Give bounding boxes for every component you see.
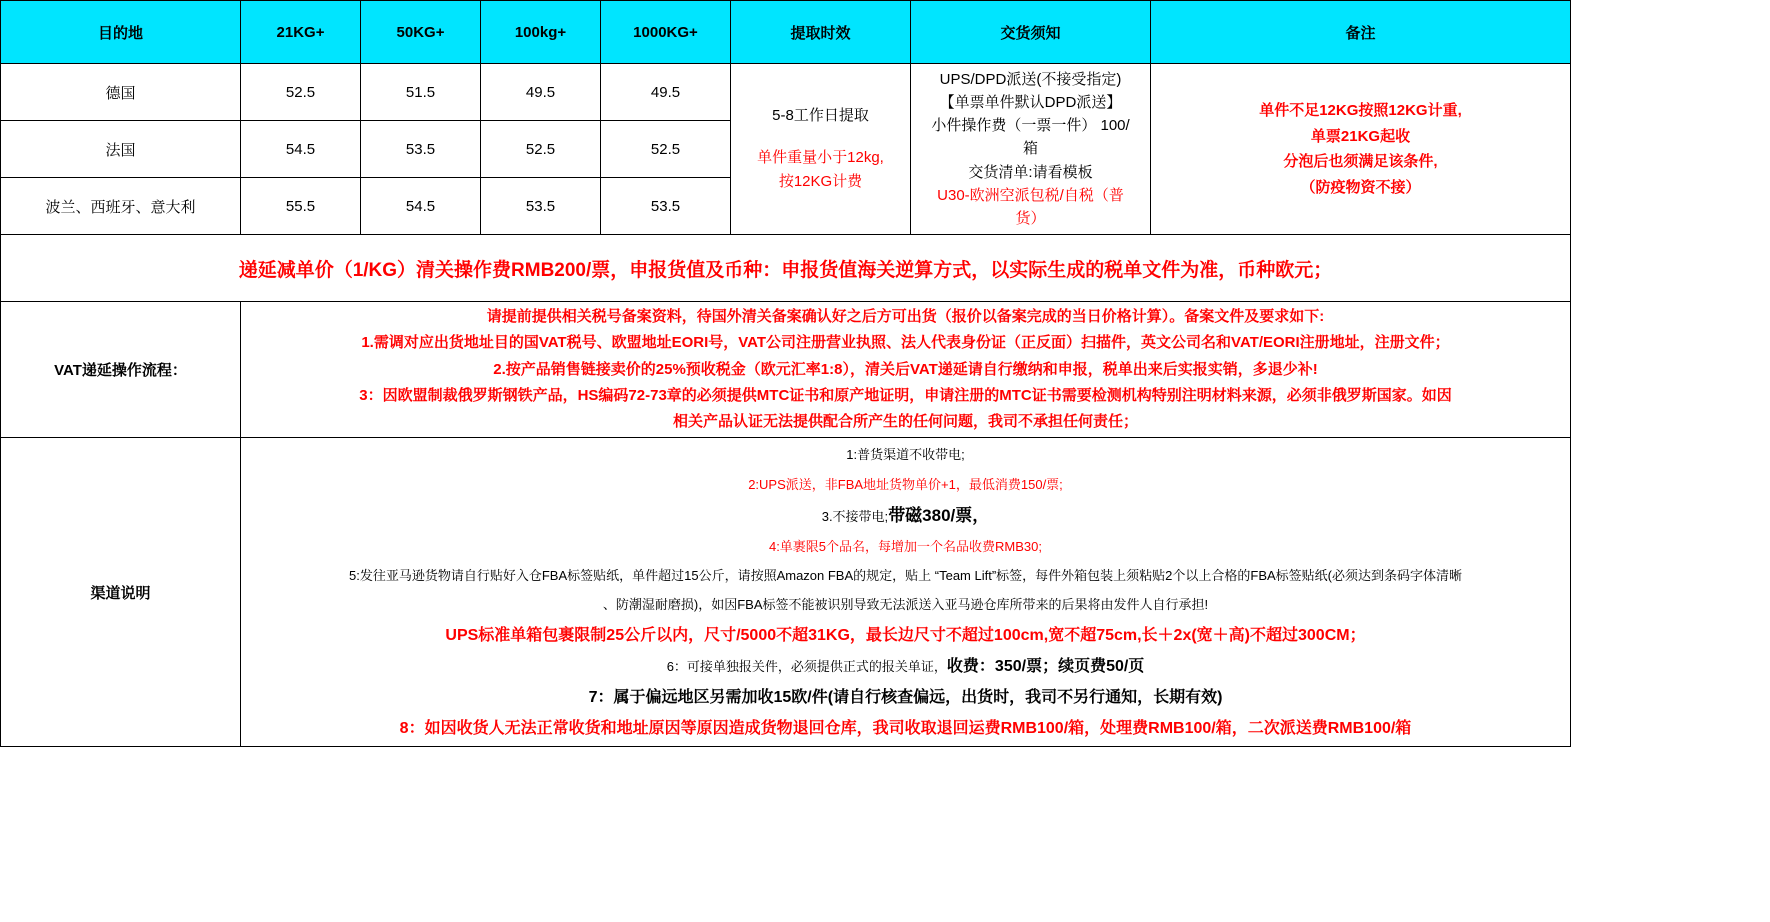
header-destination: 目的地 <box>1 1 241 64</box>
header-lead-time: 提取时效 <box>731 1 911 64</box>
channel-note-text: UPS标准单箱包裹限制25公斤以内，尺寸/5000不超31KG，最长边尺寸不超过100cm,宽不超75cm,长＋2x(宽＋高)不超过300CM； <box>445 626 1366 644</box>
header-21kg: 21KG+ <box>241 1 361 64</box>
lead-time-line-3: 按12KG计费 <box>778 173 863 190</box>
notice-line-4: 箱 <box>1022 140 1038 158</box>
channel-note-text: 、防潮湿耐磨损)，如因FBA标签不能被识别导致无法派送入亚马逊仓库所带来的后果将由发件人自行承担! <box>602 597 1209 613</box>
channel-note-line <box>245 651 1566 682</box>
cell-price-100kg: 52.5 <box>481 121 601 178</box>
channel-note-text: 6：可接单独报关件，必须提供正式的报关单证， <box>666 658 947 674</box>
vat-line: 2.按产品销售链接卖价的25%预收税金（欧元汇率1:8），清关后VAT递延请自行缴纳和申报，税单出来后实报实销，多退少补! <box>493 360 1318 378</box>
lead-time-line-2: 单件重量小于12kg, <box>757 149 884 166</box>
remark-line-2: 单票21KG起收 <box>1310 127 1411 145</box>
channel-note-line <box>245 499 1566 532</box>
cell-lead-time <box>731 64 911 235</box>
header-100kg: 100kg+ <box>481 1 601 64</box>
deferred-banner-text: 递延减单价（1/KG）清关操作费RMB200/票，申报货值及币种：申报货值海关逆算方式，以实际生成的税单文件为准，币种欧元； <box>1 235 1571 302</box>
channel-note-emphasis: 收费：350/票；续页费50/页 <box>946 657 1145 675</box>
cell-price-21kg: 52.5 <box>241 64 361 121</box>
cell-destination: 波兰、西班牙、意大利 <box>1 178 241 235</box>
channel-note-line <box>245 532 1566 561</box>
cell-price-100kg: 49.5 <box>481 64 601 121</box>
remark-line-4: （防疫物资不接） <box>1300 178 1421 196</box>
channel-notes-body <box>241 438 1571 747</box>
deferred-banner-row <box>1 235 1571 302</box>
channel-note-line <box>245 682 1566 713</box>
vat-process-label: VAT递延操作流程： <box>1 302 241 438</box>
channel-note-line <box>245 590 1566 619</box>
channel-notes-row <box>1 438 1571 747</box>
channel-note-text: 7：属于偏远地区另需加收15欧/件(请自行核查偏远，出货时，我司不另行通知，长期有效) <box>588 689 1223 707</box>
header-remark: 备注 <box>1151 1 1571 64</box>
cell-price-50kg: 51.5 <box>361 64 481 121</box>
notice-line-5: 交货清单:请看模板 <box>968 163 1093 181</box>
header-1000kg: 1000KG+ <box>601 1 731 64</box>
table-header-row <box>1 1 1571 64</box>
channel-note-text: 5:发往亚马逊货物请自行贴好入仓FBA标签贴纸，单件超过15公斤，请按照Amazon FBA的规定，贴上 “Team Lift”标签，每件外箱包装上须粘贴2个以上合格的FBA标签贴纸(必须达到条码字体清晰 <box>348 568 1463 584</box>
notice-line-2: 【单票单件默认DPD派送】 <box>939 93 1122 111</box>
notice-line-3: 小件操作费（一票一件） 100/ <box>931 117 1130 135</box>
vat-line: 1.需调对应出货地址目的国VAT税号、欧盟地址EORI号，VAT公司注册营业执照、法人代表身份证（正反面）扫描件，英文公司名和VAT/EORI注册地址，注册文件； <box>361 334 1450 352</box>
cell-destination: 法国 <box>1 121 241 178</box>
channel-note-text: 2:UPS派送，非FBA地址货物单价+1，最低消费150/票; <box>748 476 1063 492</box>
vat-line: 3：因欧盟制裁俄罗斯钢铁产品，HS编码72-73章的必须提供MTC证书和原产地证明，申请注册的MTC证书需要检测机构特别注明材料来源，必须非俄罗斯国家。如因 <box>359 386 1452 404</box>
remark-line-1: 单件不足12KG按照12KG计重, <box>1259 102 1462 119</box>
channel-note-emphasis: 带磁380/票， <box>888 505 990 525</box>
vat-process-body <box>241 302 1571 438</box>
cell-price-1000kg: 53.5 <box>601 178 731 235</box>
header-50kg: 50KG+ <box>361 1 481 64</box>
cell-remark <box>1151 64 1571 235</box>
vat-process-row <box>1 302 1571 438</box>
channel-note-line <box>245 620 1566 651</box>
channel-note-text: 3.不接带电; <box>821 508 889 524</box>
cell-price-21kg: 55.5 <box>241 178 361 235</box>
channel-note-text: 1:普货渠道不收带电; <box>846 447 965 463</box>
channel-notes-label: 渠道说明 <box>1 438 241 747</box>
table-row <box>1 64 1571 121</box>
cell-price-21kg: 54.5 <box>241 121 361 178</box>
cell-price-1000kg: 49.5 <box>601 64 731 121</box>
lead-time-line-1: 5-8工作日提取 <box>772 107 869 124</box>
cell-price-100kg: 53.5 <box>481 178 601 235</box>
remark-line-3: 分泡后也须满足该条件, <box>1283 153 1438 170</box>
channel-note-text: 8：如因收货人无法正常收货和地址原因等原因造成货物退回仓库，我司收取退回运费RMB100/箱，处理费RMB100/箱，二次派送费RMB100/箱 <box>399 720 1412 738</box>
channel-note-line <box>245 440 1566 469</box>
channel-note-text: 4:单裹限5个品名，每增加一个名品收费RMB30; <box>768 538 1043 554</box>
notice-line-7: 货） <box>1015 210 1046 228</box>
channel-note-line <box>245 561 1566 590</box>
cell-delivery-notice <box>911 64 1151 235</box>
cell-price-50kg: 53.5 <box>361 121 481 178</box>
vat-line: 相关产品认证无法提供配合所产生的任何问题，我司不承担任何责任； <box>672 413 1138 430</box>
vat-line: 请提前提供相关税号备案资料，待国外清关备案确认好之后方可出货（报价以备案完成的当日价格计算）。备案文件及要求如下: <box>486 308 1325 325</box>
header-delivery-notice: 交货须知 <box>911 1 1151 64</box>
notice-line-6: U30-欧洲空派包税/自税（普 <box>937 186 1124 204</box>
cell-price-1000kg: 52.5 <box>601 121 731 178</box>
cell-destination: 德国 <box>1 64 241 121</box>
channel-note-line <box>245 713 1566 744</box>
notice-line-1: UPS/DPD派送(不接受指定) <box>939 70 1122 88</box>
channel-note-line <box>245 470 1566 499</box>
cell-price-50kg: 54.5 <box>361 178 481 235</box>
